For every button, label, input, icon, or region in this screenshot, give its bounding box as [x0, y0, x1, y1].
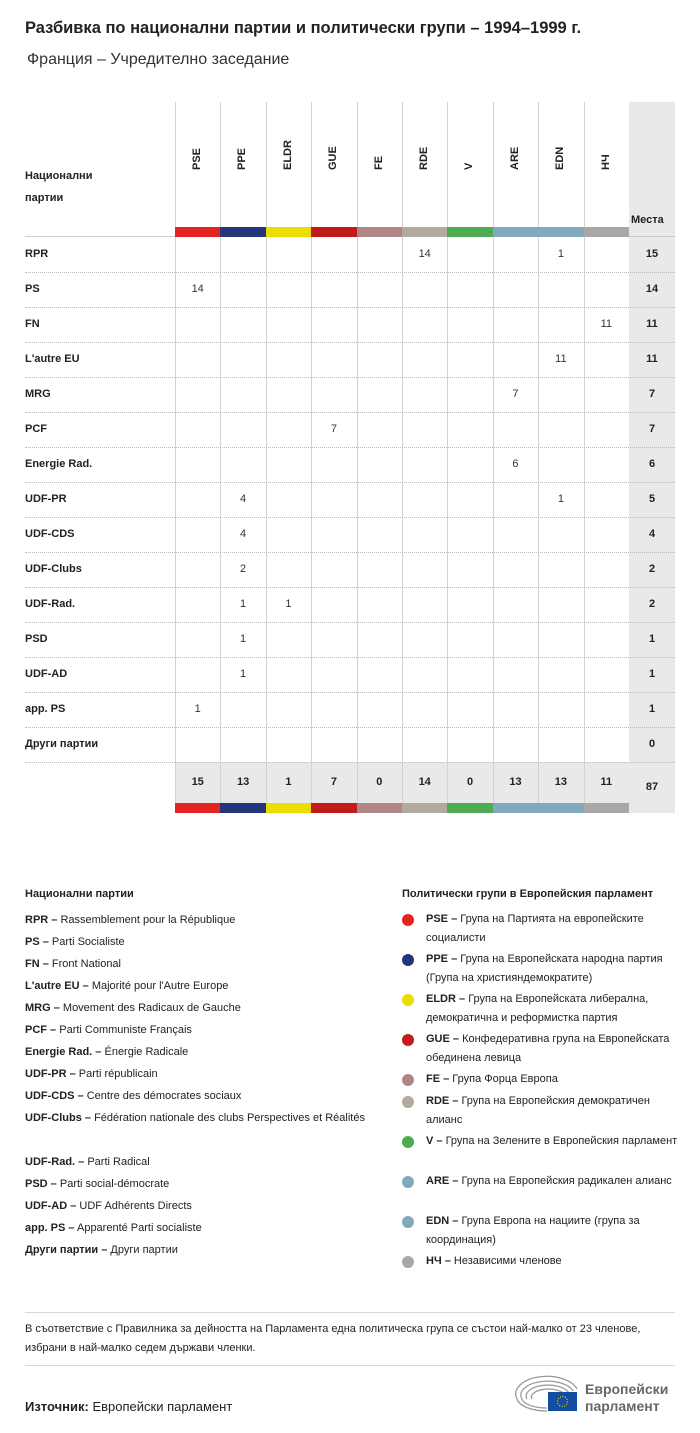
party-label: UDF-AD	[25, 668, 68, 680]
party-legend-item	[25, 1195, 365, 1217]
group-color-strip	[357, 227, 402, 237]
row-divider	[25, 622, 675, 623]
group-column-FE	[357, 102, 402, 813]
legend-abbr: PCF –	[25, 1024, 57, 1036]
legend-abbr: PSD –	[25, 1178, 57, 1190]
row-divider	[25, 272, 675, 273]
group-color-strip	[175, 227, 220, 237]
seat-cell: 4	[240, 528, 247, 540]
group-column-ELDR	[266, 102, 311, 813]
party-total: 1	[648, 668, 656, 680]
party-legend-item	[25, 1063, 365, 1085]
row-divider	[25, 412, 675, 413]
legend-name: Centre des démocrates sociaux	[86, 1090, 242, 1102]
party-legend-item	[25, 1151, 365, 1173]
party-legend-item	[25, 931, 365, 953]
group-header-ARE: ARE	[508, 146, 521, 170]
legend-abbr: V –	[426, 1135, 443, 1147]
group-header-GUE: GUE	[327, 146, 340, 170]
group-header-ELDR: ELDR	[281, 140, 294, 170]
group-header-PPE: PPE	[236, 147, 249, 170]
group-header-EDN: EDN	[554, 146, 567, 170]
legend-abbr: ELDR –	[426, 993, 466, 1005]
seats-header: Места	[631, 214, 664, 226]
group-color-strip	[493, 227, 538, 237]
group-column-EDN	[538, 102, 583, 813]
legend-abbr: EDN –	[426, 1215, 459, 1227]
legend-name: Група Форца Европа	[452, 1073, 558, 1085]
party-legend-item	[25, 1239, 365, 1261]
seat-cell: 7	[330, 423, 337, 435]
seat-cell: 11	[555, 353, 567, 365]
group-color-dot	[402, 1074, 414, 1086]
legend-abbr: UDF-Rad. –	[25, 1156, 85, 1168]
legend-abbr: Други партии –	[25, 1244, 108, 1256]
group-column-V	[447, 102, 492, 813]
group-color-strip	[311, 227, 356, 237]
page-title: Разбивка по национални партии и политически групи – 1994–1999 г.	[25, 19, 582, 37]
party-total: 2	[648, 563, 656, 575]
seat-cell: 6	[512, 458, 519, 470]
row-divider	[25, 342, 675, 343]
row-divider	[25, 692, 675, 693]
legend-name: Група на Европейския демократичен алианс	[426, 1095, 650, 1126]
row-divider	[25, 307, 675, 308]
group-color-strip	[538, 227, 583, 237]
group-color-strip	[266, 227, 311, 237]
group-header-V: V	[463, 162, 476, 170]
legend-abbr: НЧ –	[426, 1255, 451, 1267]
legend-abbr: PPE –	[426, 953, 458, 965]
party-total: 7	[648, 388, 656, 400]
party-legend-item	[25, 1085, 365, 1107]
party-label: UDF-CDS	[25, 528, 75, 540]
source	[25, 1399, 232, 1414]
party-total: 14	[645, 283, 659, 295]
party-legend-item	[25, 1217, 365, 1239]
group-header-PSE: PSE	[191, 147, 203, 170]
group-header-НЧ: НЧ	[599, 154, 612, 170]
group-color-dot	[402, 1034, 414, 1046]
legend-abbr: FE –	[426, 1073, 450, 1085]
party-label: L'autre EU	[25, 353, 80, 365]
party-legend-item	[25, 953, 365, 975]
legend-name: Независими членове	[453, 1255, 562, 1267]
footnote: В съответствие с Правилника за дейността на Парламента една политическа група се състои най-малко от 23 членове, избрани в най-малко седем държави членки.	[25, 1323, 641, 1354]
party-total: 11	[646, 353, 658, 365]
legend-abbr: PSE –	[426, 913, 458, 925]
party-label: Други партии	[25, 738, 99, 750]
group-total: 14	[418, 776, 431, 788]
seat-cell: 11	[600, 318, 612, 330]
group-total: 7	[330, 776, 337, 788]
party-total: 11	[646, 318, 658, 330]
group-color-dot	[402, 1136, 414, 1148]
party-total: 2	[648, 598, 656, 610]
legend-abbr: UDF-PR –	[25, 1068, 76, 1080]
group-color-dot	[402, 1096, 414, 1108]
legend-name: Група Европа на нациите (група за координация)	[426, 1215, 640, 1246]
legend-name: Apparenté Parti socialiste	[76, 1222, 202, 1234]
group-color-dot	[402, 1256, 414, 1268]
group-column-НЧ	[584, 102, 629, 813]
party-legend-item	[25, 1019, 365, 1041]
party-label: PS	[25, 283, 40, 295]
group-color-strip	[402, 227, 447, 237]
seat-cell: 1	[240, 598, 247, 610]
legend-abbr: UDF-CDS –	[25, 1090, 84, 1102]
legend-abbr: MRG –	[25, 1002, 60, 1014]
seat-cell: 2	[240, 563, 247, 575]
legend-name: UDF Adhérents Directs	[79, 1200, 192, 1212]
group-color-strip	[175, 803, 220, 813]
seat-cell: 4	[240, 493, 247, 505]
legend-name: Fédération nationale des clubs Perspectives et Réalités	[94, 1112, 365, 1124]
party-legend-item	[25, 1107, 365, 1129]
party-label: MRG	[25, 388, 51, 400]
party-total: 15	[645, 248, 659, 260]
legend-abbr: UDF-Clubs –	[25, 1112, 91, 1124]
legend-name: Parti social-démocrate	[59, 1178, 170, 1190]
group-color-strip	[584, 227, 629, 237]
group-color-strip	[266, 803, 311, 813]
group-color-strip	[220, 803, 265, 813]
group-header-RDE: RDE	[418, 146, 430, 170]
group-total: 15	[191, 776, 204, 788]
party-total: 4	[648, 528, 656, 540]
source-label: Източник:	[25, 1399, 89, 1414]
party-label: UDF-Clubs	[25, 563, 82, 575]
row-divider	[25, 377, 675, 378]
seat-cell: 7	[512, 388, 519, 400]
row-divider	[25, 447, 675, 448]
legend-name: Majorité pour l'Autre Europe	[91, 980, 229, 992]
seat-cell: 1	[285, 598, 292, 610]
party-legend-item	[25, 1173, 365, 1195]
group-column-GUE	[311, 102, 356, 813]
party-legend-item	[25, 997, 365, 1019]
legend-abbr: L'autre EU –	[25, 980, 89, 992]
row-divider	[25, 762, 675, 763]
legend-abbr: GUE –	[426, 1033, 460, 1045]
party-total: 5	[648, 493, 656, 505]
group-legend-item	[402, 1030, 682, 1068]
party-total: 6	[648, 458, 656, 470]
legend-name: Други партии	[110, 1244, 178, 1256]
party-label: RPR	[25, 248, 49, 260]
party-label: Energie Rad.	[25, 458, 93, 470]
seat-cell: 1	[240, 668, 247, 680]
divider	[25, 1365, 675, 1366]
legend-name: Parti Socialiste	[51, 936, 125, 948]
group-total: 13	[554, 776, 567, 788]
logo-text: Европейски парламент	[585, 1381, 669, 1414]
party-legend-item	[25, 975, 365, 997]
legend-abbr: UDF-AD –	[25, 1200, 77, 1212]
page-subtitle: Франция – Учредително заседание	[27, 51, 290, 68]
group-color-strip	[447, 803, 492, 813]
row-divider	[25, 587, 675, 588]
group-color-dot	[402, 994, 414, 1006]
group-legend-item	[402, 990, 682, 1028]
party-legend-item	[25, 909, 365, 931]
legend-abbr: RDE –	[426, 1095, 459, 1107]
legend-name: Rassemblement pour la République	[60, 914, 236, 926]
group-color-strip	[538, 803, 583, 813]
group-color-dot	[402, 1176, 414, 1188]
group-legend-item	[402, 910, 682, 948]
group-color-strip	[447, 227, 492, 237]
party-total: 1	[648, 703, 656, 715]
party-total: 1	[648, 633, 656, 645]
legend-name: Група на Партията на европейските социалисти	[426, 913, 644, 944]
group-column-PPE	[220, 102, 265, 813]
row-divider	[25, 482, 675, 483]
group-color-dot	[402, 914, 414, 926]
legend-name: Movement des Radicaux de Gauche	[62, 1002, 241, 1014]
row-header: Национални партии	[25, 170, 93, 204]
group-color-strip	[220, 227, 265, 237]
seat-cell: 1	[240, 633, 247, 645]
group-total: 0	[376, 776, 383, 788]
legend-name: Група на Европейската либерална, демократична и реформистка партия	[426, 993, 649, 1024]
party-label: UDF-PR	[25, 493, 67, 505]
party-label: UDF-Rad.	[25, 598, 76, 610]
legend-name: Parti Communiste Français	[59, 1024, 192, 1036]
group-column-RDE	[402, 102, 447, 813]
group-color-strip	[402, 803, 447, 813]
party-legend-item	[25, 1041, 365, 1063]
group-color-dot	[402, 954, 414, 966]
legend-abbr: FN –	[25, 958, 49, 970]
group-color-strip	[493, 803, 538, 813]
seat-cell: 1	[557, 248, 564, 260]
legend-name: Énergie Radicale	[104, 1046, 189, 1058]
seat-cell: 1	[557, 493, 564, 505]
group-color-strip	[584, 803, 629, 813]
row-divider	[25, 657, 675, 658]
group-total: 13	[509, 776, 522, 788]
party-label: PSD	[25, 633, 48, 645]
legend-abbr: PS –	[25, 936, 49, 948]
row-divider	[25, 552, 675, 553]
legend-name: Parti républicain	[78, 1068, 158, 1080]
group-color-strip	[311, 803, 356, 813]
group-total: 13	[236, 776, 250, 788]
group-legend-item	[402, 950, 682, 988]
legend-abbr: app. PS –	[25, 1222, 75, 1234]
legend-name: Група на Европейската народна партия (Група на християндемократите)	[426, 953, 663, 984]
seat-cell: 1	[194, 703, 201, 715]
seat-cell: 14	[418, 248, 431, 260]
party-label: PCF	[25, 423, 47, 435]
row-divider	[25, 727, 675, 728]
party-total: 7	[648, 423, 656, 435]
legend-name: Група на Зелените в Европейския парламент	[445, 1135, 678, 1147]
legend-name: Група на Европейския радикален алианс	[461, 1175, 672, 1187]
divider	[25, 1312, 675, 1313]
group-total: 11	[600, 776, 613, 788]
legend-abbr: ARE –	[426, 1175, 459, 1187]
party-label: app. PS	[25, 703, 66, 715]
group-legend-item	[402, 1070, 682, 1089]
legend-abbr: RPR –	[25, 914, 58, 926]
source-value: Европейски парламент	[92, 1399, 233, 1414]
grand-total: 87	[645, 781, 659, 793]
legend-abbr: Energie Rad. –	[25, 1046, 102, 1058]
party-label: FN	[25, 318, 40, 330]
legend-name: Parti Radical	[87, 1156, 150, 1168]
parties-legend-title: Национални партии	[25, 888, 134, 900]
legend-name: Front National	[51, 958, 121, 970]
row-divider	[25, 517, 675, 518]
group-header-FE: FE	[372, 155, 385, 170]
party-total: 0	[648, 738, 656, 750]
legend-name: Конфедеративна група на Европейската обединена левица	[426, 1033, 670, 1064]
group-legend-item	[402, 1252, 682, 1271]
group-legend-item	[402, 1092, 682, 1130]
group-color-dot	[402, 1216, 414, 1228]
group-total: 0	[467, 776, 474, 788]
group-legend-item	[402, 1172, 682, 1191]
group-legend-item	[402, 1212, 682, 1250]
group-color-strip	[357, 803, 402, 813]
groups-legend-title: Политически групи в Европейския парламент	[402, 888, 654, 900]
group-legend-item	[402, 1132, 682, 1151]
seat-cell: 14	[191, 283, 204, 295]
group-total: 1	[285, 776, 292, 788]
